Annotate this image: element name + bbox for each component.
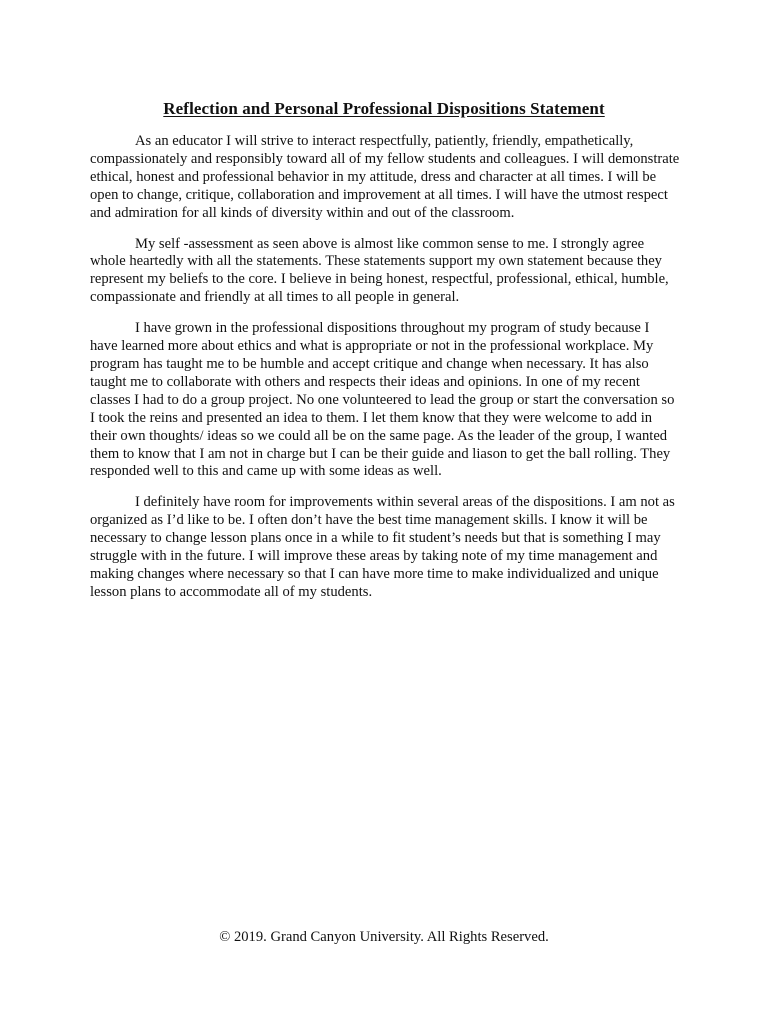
copyright-footer: © 2019. Grand Canyon University. All Rights Reserved. [219,929,549,945]
paragraph-self-assessment: My self -assessment as seen above is almost like common sense to me. I strongly agree whole heartedly with all the statements. These statements support my own statement because they represent my beliefs to the core. I believe in being honest, respectful, professional, ethical, humble, compassionate and friendly at all times to all people in general. [90,235,669,306]
document-title: Reflection and Personal Professional Dispositions Statement [163,99,605,118]
paragraph-improvements: I definitely have room for improvements within several areas of the dispositions. I am not as organized as I’d like to be. I often don’t have the best time management skills. I know it will be necessary to change lesson plans once in a while to fit student’s needs but that is something I may struggle with in the future. I will improve these areas by taking note of my time management and making changes where necessary so that I can have more time to make individualized and unique lesson plans to accommodate all of my students. [90,494,675,600]
paragraph-commitment: As an educator I will strive to interact respectfully, patiently, friendly, empathetically, compassionately and responsibly toward all of my fellow students and colleagues. I will demonstrate ethical, honest and professional behavior in my attitude, dress and character at all times. I will be open to change, critique, collaboration and improvement at all times. I will have the utmost respect and admiration for all kinds of diversity within and out of the classroom. [90,133,680,221]
paragraph-growth: I have grown in the professional dispositions throughout my program of study because I have learned more about ethics and what is appropriate or not in the professional workplace. My program has taught me to be humble and accept critique and change when necessary. It has also taught me to collaborate with others and respects their ideas and opinions. In one of my recent classes I had to do a group project. No one volunteered to lead the group or start the conversation so I took the reins and presented an idea to them. I let them know that they were welcome to add in their own thoughts/ ideas so we could all be on the same page. As the leader of the group, I wanted them to know that I am not in charge but I can be their guide and liason to get the ball rolling. They responded well to this and came up with some ideas as well. [90,320,675,480]
document-body [90,133,680,615]
